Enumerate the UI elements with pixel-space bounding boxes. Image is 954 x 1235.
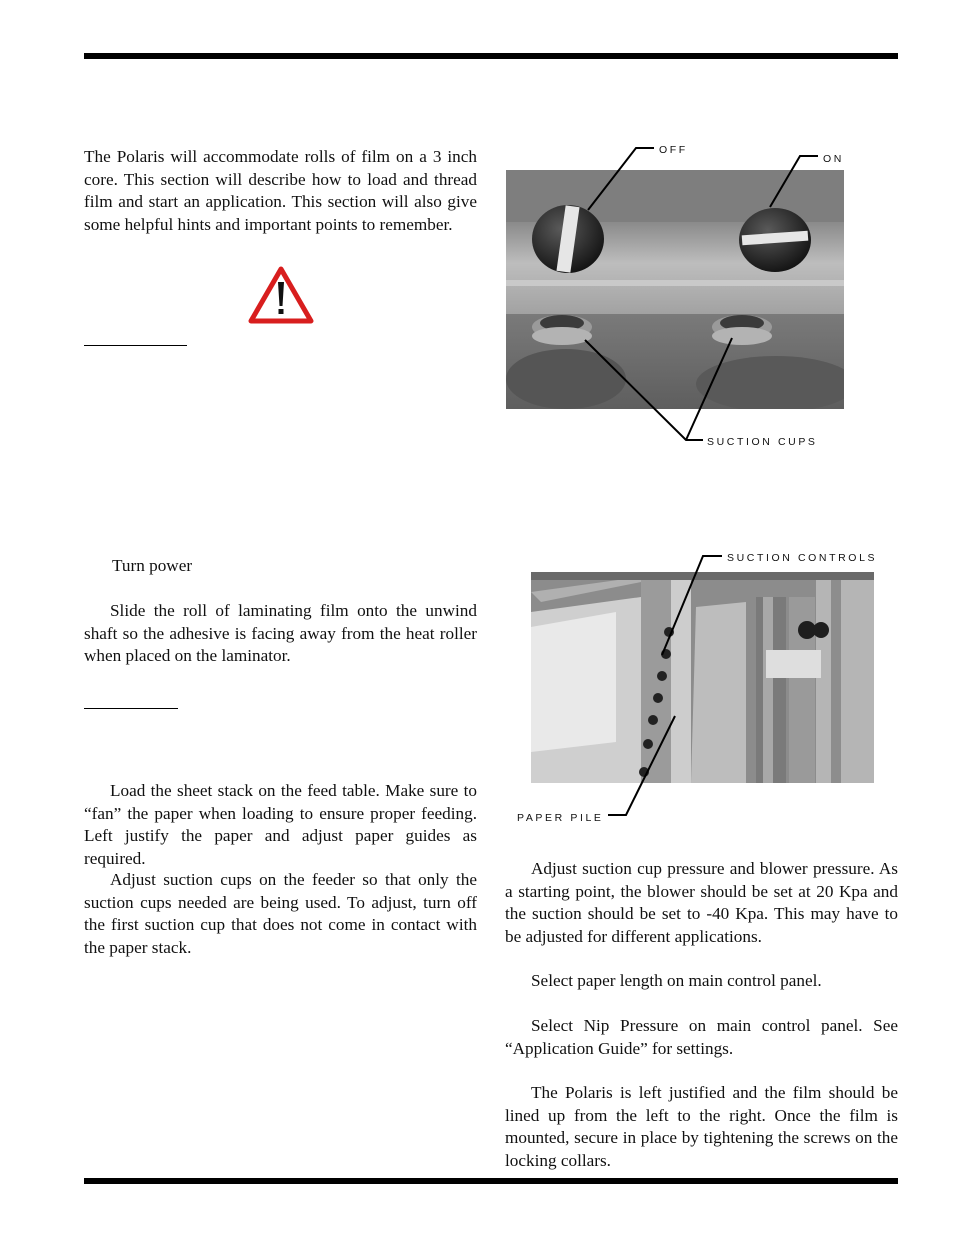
step-turn-power: Turn power (112, 556, 193, 575)
label-off: OFF (659, 144, 688, 156)
step-adjust-suction: Adjust suction cups on the feeder so that only the suction cups needed are being used. To adjust, turn off the first suction cup that does not come in contact with the paper stack. (84, 870, 477, 957)
step-paper-length: Select paper length on main control panel. (531, 971, 822, 990)
label-suction-controls: SUCTION CONTROLS (727, 552, 878, 564)
step-left-justify: The Polaris is left justified and the film should be lined up from the left to the right. Once the film is mounted, secure in place by tightening the screws on the locking collars. (505, 1083, 898, 1170)
step-load-stack: Load the sheet stack on the feed table. Make sure to “fan” the paper when loading to ensure proper feeding. Left justify the paper and adjust paper guides as required. (84, 781, 477, 868)
step-adjust-pressure: Adjust suction cup pressure and blower pressure. As a starting point, the blower should be set at 20 Kpa and the suction should be set to -40 Kpa. This may have to be adjusted for different applications. (505, 859, 898, 946)
step-nip-pressure: Select Nip Pressure on main control panel. See “Application Guide” for settings. (505, 1016, 898, 1058)
label-paper-pile: PAPER PILE (517, 812, 604, 824)
label-suction-cups: SUCTION CUPS (707, 436, 818, 448)
intro-paragraph: The Polaris will accommodate rolls of film on a 3 inch core. This section will describe how to load and thread film and start an application. This section will also give some helpful hints and important points to remember. (84, 147, 477, 234)
step-slide-film: Slide the roll of laminating film onto the unwind shaft so the adhesive is facing away from the heat roller when placed on the laminator. (84, 601, 477, 666)
label-on: ON (823, 153, 844, 165)
